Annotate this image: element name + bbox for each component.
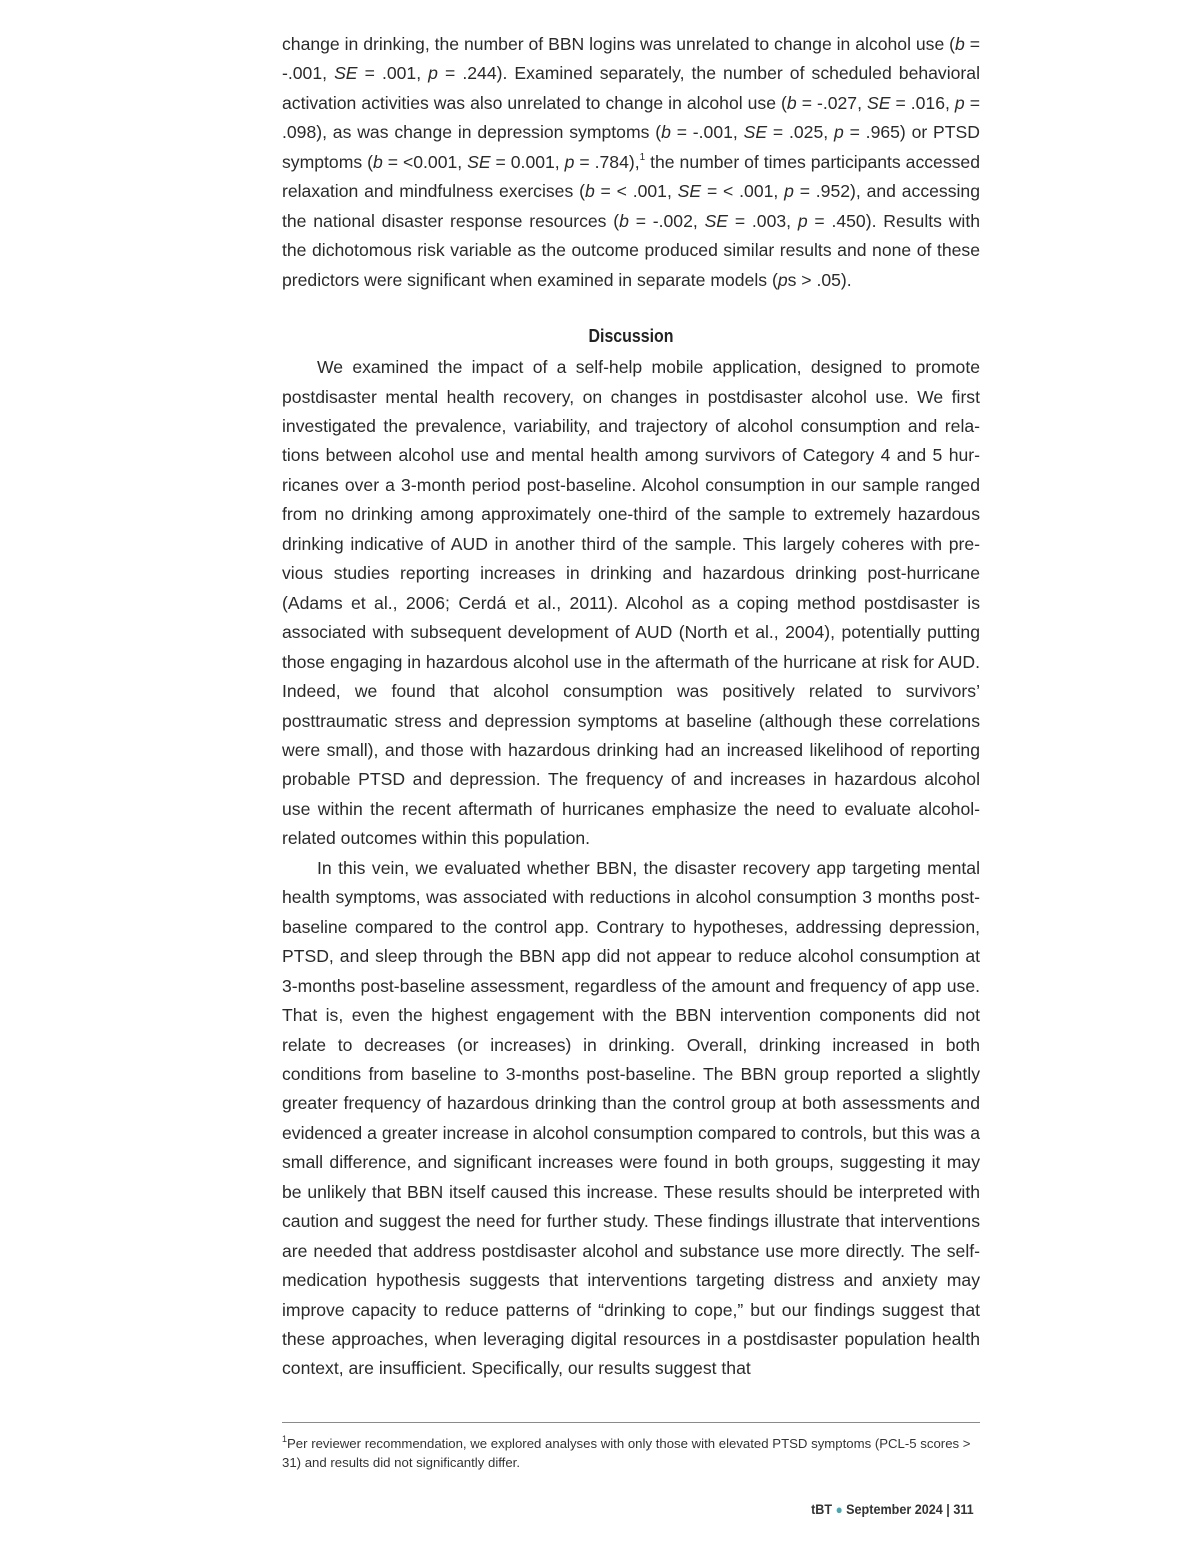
stat-symbol: SE (467, 151, 491, 172)
text-run: = 0.001, (490, 151, 565, 172)
bullet-icon: ● (835, 1502, 843, 1517)
text-run: = .244). Examined separately, the number of scheduled behavioral activation activities was also unrelated to change in alcohol use ( (282, 63, 980, 113)
footnote-divider (282, 1422, 980, 1423)
footnote-reference: 1 (639, 151, 646, 163)
stat-symbol: b (584, 181, 595, 202)
stat-symbol: b (619, 210, 629, 231)
section-heading: Discussion (588, 325, 674, 347)
stat-symbol: b (786, 92, 797, 113)
text-run: = -.001, (670, 122, 744, 143)
text-run: = -.001, (282, 34, 980, 84)
paragraph-discussion-1: We examined the impact of a self-help mobile application, designed to promote postdisaster mental health recovery, on changes in postdisaster alcohol use. We first investigated the prevalence, variability, and trajectory of alcohol consumption and relations between alcohol use and mental health among survivors of Category 4 and 5 hurricanes over a 3-month period post-baseline. Alcohol consumption in our sample ranged from no drinking among approximately one-third of the sample to extremely hazardous drinking indicative of AUD in another third of the sample. This largely coheres with previous studies reporting increases in drinking and hazardous drinking post-hurricane (Adams et al., 2006; Cerdá et al., 2011). Alcohol as a coping method postdisaster is associated with subsequent development of AUD (North et al., 2004), potentially putting those engaging in hazardous alcohol use in the aftermath of the hurricane at risk for AUD. Indeed, we found that alcohol consumption was positively related to survivors’ posttraumatic stress and depression symptoms at baseline (although these correlations were small), and those with hazardous drinking had an increased likelihood of reporting probable PTSD and depression. The frequency of and increases in hazardous alcohol use within the recent aftermath of hurricanes emphasize the need to evaluate alcohol-related outcomes within this population. (282, 357, 980, 849)
text-run: change in drinking, the number of BBN logins was unrelated to change in alcohol use ( (282, 34, 956, 54)
text-run: = .001, (357, 63, 429, 84)
footnote-marker: 1 (282, 1433, 288, 1444)
stat-symbol: p (428, 63, 438, 84)
text-run: = .016, (890, 92, 955, 113)
page-number: 311 (953, 1501, 974, 1517)
text-run: = <0.001, (382, 151, 468, 172)
stat-symbol: SE (677, 181, 702, 202)
stat-symbol: p (564, 151, 575, 172)
stat-symbol: p (777, 269, 788, 290)
text-run: = -.027, (796, 92, 867, 113)
footnote (282, 1434, 980, 1472)
text-run: s > .05). (787, 269, 852, 290)
issue-date: September 2024 (846, 1501, 944, 1517)
text-run: = < .001, (701, 181, 785, 202)
text-run: = .965) or PTSD symptoms ( (282, 122, 980, 172)
paragraph-results (282, 30, 980, 295)
page-footer (811, 1501, 974, 1517)
text-run: the number of times participants accessed relaxation and mindfulness exercises ( (282, 151, 980, 202)
stat-symbol: b (372, 151, 383, 172)
stat-symbol: p (954, 92, 965, 113)
text-run: = < .001, (594, 181, 678, 202)
text-run: = .784), (574, 151, 640, 172)
stat-symbol: SE (334, 63, 358, 84)
stat-symbol: SE (704, 210, 729, 231)
journal-name: tBT (811, 1501, 833, 1517)
text-run: = .025, (767, 122, 834, 143)
text-run: = .098), as was change in depression symptoms ( (282, 92, 980, 143)
text-run: = .952), and accessing the national disaster response resources ( (282, 181, 980, 231)
stat-symbol: SE (743, 122, 768, 143)
footnote-text: Per reviewer recommendation, we explored analyses with only those with elevated PTSD symptoms (PCL-5 scores > 31) and results did not significantly differ. (282, 1436, 971, 1470)
paragraph-discussion-2: In this vein, we evaluated whether BBN, the disaster recovery app targeting mental health symptoms, was associated with reductions in alcohol consumption 3 months post-baseline compared to the control app. Contrary to hypotheses, addressing depression, PTSD, and sleep through the BBN app did not appear to reduce alcohol consumption at 3-months post-baseline assessment, regardless of the amount and frequency of app use. That is, even the highest engagement with the BBN intervention components did not relate to decreases (or increases) in drinking. Overall, drinking increased in both conditions from baseline to 3-months post-baseline. The BBN group reported a slightly greater frequency of hazardous drinking than the control group at both assessments and evidenced a greater increase in alcohol consumption compared to controls, but this was a small difference, and significant increases were found in both groups, suggesting it may be unlikely that BBN itself caused this increase. These results should be interpreted with caution and suggest the need for further study. These findings illustrate that interventions are needed that address postdisaster alcohol and substance use more directly. The self-medication hypothesis suggests that interventions targeting distress and anxiety may improve capacity to reduce patterns of “drinking to cope,” but our findings suggest that these approaches, when leveraging digital resources in a postdisaster population health context, are insufficient. Specifically, our results suggest that (282, 857, 980, 1379)
text-run: = -.002, (628, 210, 705, 231)
stat-symbol: b (955, 34, 965, 54)
text-run: = .003, (728, 210, 798, 231)
stat-symbol: p (784, 181, 794, 202)
text-run: = .450). Results with the dichotomous risk variable as the outcome produced similar results and none of these predictors were significant when examined in separate models ( (282, 210, 980, 290)
stat-symbol: b (661, 122, 671, 143)
folio-separator: | (946, 1501, 951, 1517)
stat-symbol: p (833, 122, 844, 143)
article-body (282, 30, 980, 1384)
stat-symbol: p (797, 210, 808, 231)
stat-symbol: SE (866, 92, 891, 113)
